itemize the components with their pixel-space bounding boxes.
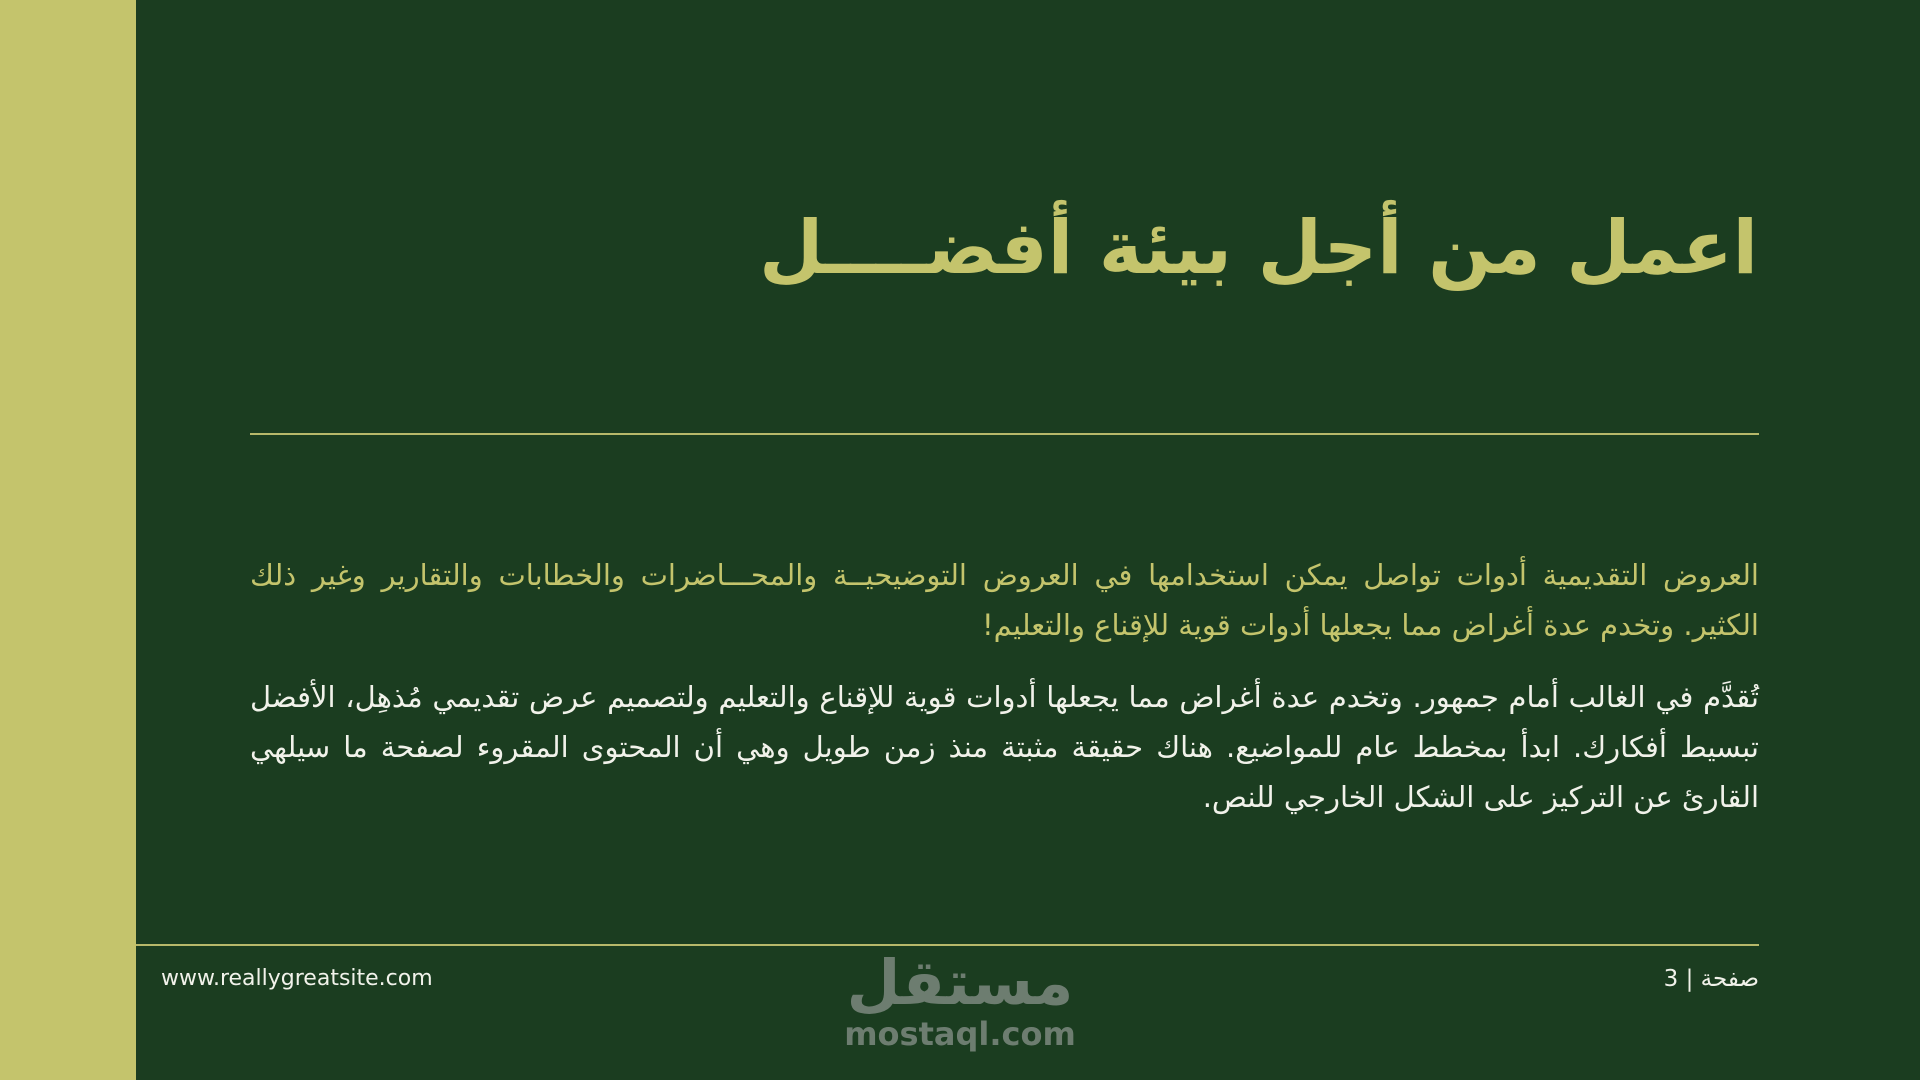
title-divider: [250, 433, 1759, 435]
mostaql-watermark: [820, 946, 1100, 1060]
intro-paragraph: العروض التقديمية أدوات تواصل يمكن استخدامها في العروض التوضيحيــة والمحـــاضرات والخطابات والتقارير وغير ذلك الكثير. وتخدم عدة أغراض مما يجعلها أدوات قوية للإقناع والتعليم!: [250, 558, 1759, 642]
page-number: صفحة | 3: [1663, 966, 1759, 992]
watermark-arabic: مستقل: [846, 946, 1074, 1019]
side-accent-strip: [0, 0, 136, 1080]
footer-website-url: www.reallygreatsite.com: [161, 966, 433, 991]
slide-title: اعمل من أجل بيئة أفضــــل: [759, 205, 1758, 291]
body-paragraph: تُقدَّم في الغالب أمام جمهور. وتخدم عدة أغراض مما يجعلها أدوات قوية للإقناع والتعليم ولتصميم عرض تقديمي مُذهِل، الأفضل تبسيط أفكارك. ابدأ بمخطط عام للمواضيع. هناك حقيقة مثبتة منذ زمن طويل وهي أن المحتوى المقروء لصفحة ما سيلهي القارئ عن التركيز على الشكل الخارجي للنص.: [250, 680, 1759, 814]
watermark-latin: mostaql.com: [844, 1015, 1076, 1053]
